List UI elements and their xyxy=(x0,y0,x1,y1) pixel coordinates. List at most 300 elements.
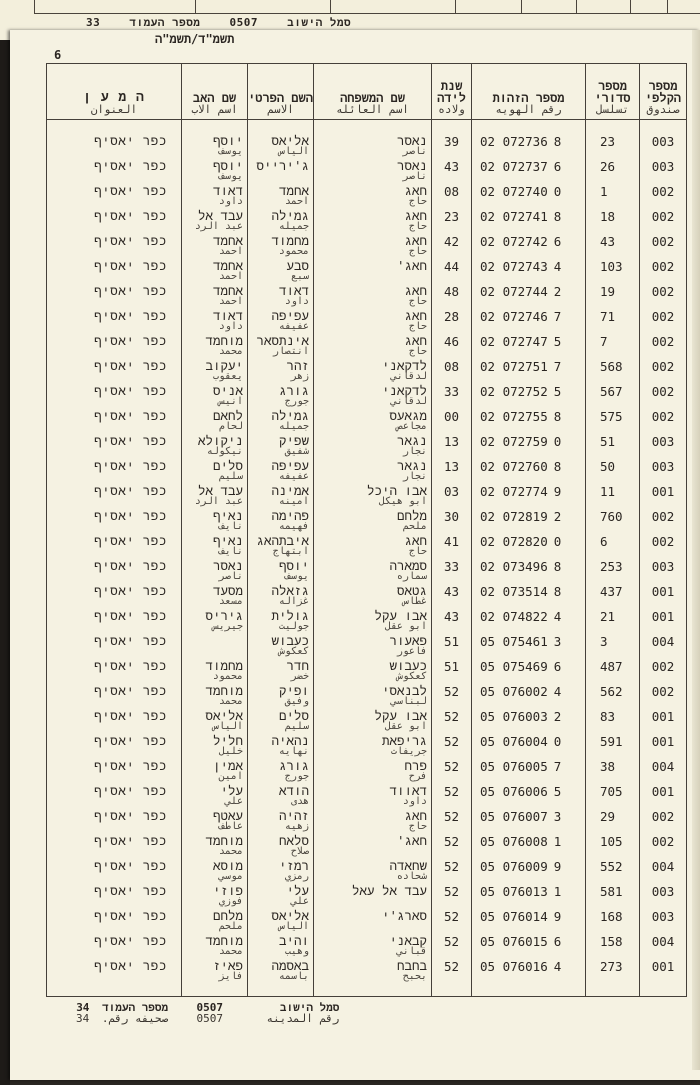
table-row-cell xyxy=(47,359,181,384)
table-row-cell xyxy=(586,259,639,284)
table-row-cell xyxy=(640,334,686,359)
table-row-cell xyxy=(432,834,471,859)
table-row-cell xyxy=(472,509,585,534)
table-row-cell xyxy=(182,734,247,759)
table-row-cell xyxy=(248,534,313,559)
address: כפר יאסיף xyxy=(94,358,167,373)
birth-year: 42 xyxy=(443,234,460,249)
address: כפר יאסיף xyxy=(94,883,167,898)
table-row-cell xyxy=(47,659,181,684)
table-row-cell xyxy=(314,409,431,434)
first-name-hebrew: עלי xyxy=(286,883,309,898)
father-name-arabic: لحام xyxy=(218,421,243,432)
serial-number: 19 xyxy=(600,284,616,299)
voter-register-table xyxy=(46,63,687,997)
table-row-cell xyxy=(314,209,431,234)
table-row-cell xyxy=(586,284,639,309)
id-number: 05 076016 xyxy=(480,959,548,974)
birth-year: 52 xyxy=(443,734,460,749)
father-name-hebrew: מוחמד xyxy=(205,683,243,698)
box-number: 002 xyxy=(651,259,675,274)
father-name-hebrew: אמין xyxy=(212,758,243,773)
table-row-cell xyxy=(47,609,181,634)
first-name-hebrew: גולית xyxy=(271,608,309,623)
id-check-digit: 9 xyxy=(553,909,562,924)
table-row-cell xyxy=(314,159,431,184)
table-row-cell xyxy=(182,284,247,309)
father-name-arabic: الياس xyxy=(212,721,243,732)
serial-number: 487 xyxy=(600,659,623,674)
father-name-arabic: احمد xyxy=(218,271,243,282)
table-row-cell xyxy=(248,784,313,809)
family-name-hebrew: כעבוש xyxy=(389,658,427,673)
family-name-hebrew: שחאדה xyxy=(389,858,427,873)
table-row-cell xyxy=(586,634,639,659)
serial-number: 705 xyxy=(600,784,623,799)
table-row-cell xyxy=(432,884,471,909)
id-number: 02 072760 xyxy=(480,459,548,474)
first-name-hebrew: באסמה xyxy=(271,958,309,973)
box-number: 004 xyxy=(651,859,675,874)
id-number: 02 072740 xyxy=(480,184,548,199)
first-name-arabic: جوليت xyxy=(278,621,309,632)
family-name-hebrew: חאג xyxy=(404,533,427,548)
family-name-hebrew: חאג xyxy=(404,808,427,823)
table-row-cell xyxy=(640,309,686,334)
serial-number: 552 xyxy=(600,859,623,874)
table-row-cell xyxy=(47,234,181,259)
first-name-hebrew: זהיה xyxy=(278,808,309,823)
table-row-cell xyxy=(47,584,181,609)
table-row-cell xyxy=(182,909,247,934)
birth-year: 52 xyxy=(443,809,460,824)
table-row-cell xyxy=(182,809,247,834)
table-row-cell xyxy=(586,584,639,609)
family-name-arabic: حاج xyxy=(408,546,427,557)
table-row-cell xyxy=(182,584,247,609)
table-row-cell xyxy=(472,584,585,609)
box-number: 002 xyxy=(651,509,675,524)
table-row-cell xyxy=(314,609,431,634)
table-row-cell xyxy=(314,259,431,284)
family-name-hebrew: חאג xyxy=(404,333,427,348)
box-number: 001 xyxy=(651,584,675,599)
family-name-arabic: ناصر xyxy=(402,171,427,182)
header-id-number: מספר הזהות رقم الهويه xyxy=(472,64,586,120)
family-name-arabic: ابو عقل xyxy=(384,721,427,732)
table-row-cell xyxy=(314,759,431,784)
table-row-cell xyxy=(586,609,639,634)
first-name-arabic: خضر xyxy=(290,671,309,682)
table-row-cell xyxy=(472,859,585,884)
table-row-cell xyxy=(432,359,471,384)
table-row-cell xyxy=(586,959,639,984)
box-number: 002 xyxy=(651,184,675,199)
column-address xyxy=(47,120,182,997)
box-number: 001 xyxy=(651,734,675,749)
first-name-arabic: كعكوش xyxy=(278,646,309,657)
first-name-hebrew: מחמוד xyxy=(271,233,309,248)
table-row-cell xyxy=(432,809,471,834)
id-check-digit: 4 xyxy=(553,959,562,974)
table-row-cell xyxy=(47,259,181,284)
first-name-hebrew: סבע xyxy=(286,258,309,273)
table-row-cell xyxy=(314,359,431,384)
table-row-cell xyxy=(314,934,431,959)
family-name-hebrew: חאג xyxy=(404,233,427,248)
id-check-digit: 2 xyxy=(553,709,562,724)
serial-number: 50 xyxy=(600,459,616,474)
table-row-cell xyxy=(432,934,471,959)
address: כפר יאסיף xyxy=(94,333,167,348)
table-row-cell xyxy=(432,759,471,784)
table-row-cell xyxy=(640,559,686,584)
address: כפר יאסיף xyxy=(94,258,167,273)
table-row-cell xyxy=(586,209,639,234)
id-check-digit: 7 xyxy=(553,359,562,374)
family-name-arabic: نجار xyxy=(402,446,427,457)
table-row-cell xyxy=(472,634,585,659)
table-row-cell xyxy=(182,234,247,259)
father-name-hebrew: נאסר xyxy=(212,558,243,573)
first-name-hebrew: כעבוש xyxy=(271,633,309,648)
family-name-hebrew: נאסר xyxy=(396,158,427,173)
id-check-digit: 1 xyxy=(553,834,562,849)
table-row-cell xyxy=(314,684,431,709)
first-name-hebrew: דאוד xyxy=(278,283,309,298)
id-number: 02 072752 xyxy=(480,384,548,399)
first-name-hebrew: סלאח xyxy=(278,833,309,848)
table-row-cell xyxy=(314,534,431,559)
family-name-arabic: ابو هيكل xyxy=(378,496,427,507)
table-row-cell xyxy=(47,459,181,484)
table-row-cell xyxy=(472,234,585,259)
address: כפר יאסיף xyxy=(94,133,167,148)
table-row-cell xyxy=(640,584,686,609)
father-name-arabic: محمد xyxy=(218,696,243,707)
family-name-arabic: فرح xyxy=(408,771,427,782)
serial-number: 3 xyxy=(600,634,608,649)
father-name-hebrew: מוחמד xyxy=(205,333,243,348)
table-row-cell xyxy=(586,459,639,484)
id-number: 02 072736 xyxy=(480,134,548,149)
table-row-cell xyxy=(47,709,181,734)
id-number: 02 072746 xyxy=(480,309,548,324)
box-number: 003 xyxy=(651,909,675,924)
first-name-arabic: باسمه xyxy=(278,971,309,982)
table-row-cell xyxy=(314,734,431,759)
table-row-cell xyxy=(472,734,585,759)
table-row-cell xyxy=(472,884,585,909)
table-row-cell xyxy=(248,359,313,384)
box-number: 002 xyxy=(651,284,675,299)
column-birth-year xyxy=(432,120,472,997)
table-row-cell xyxy=(640,909,686,934)
table-row-cell xyxy=(640,734,686,759)
id-check-digit: 9 xyxy=(553,859,562,874)
father-name-hebrew: מוסא xyxy=(212,858,243,873)
serial-number: 103 xyxy=(600,259,623,274)
first-name-arabic: هدى xyxy=(290,796,309,807)
box-number: 002 xyxy=(651,809,675,824)
father-name-hebrew: מלחם xyxy=(212,908,243,923)
table-row-cell xyxy=(432,434,471,459)
table-row-cell xyxy=(472,159,585,184)
table-row-cell xyxy=(314,384,431,409)
box-number: 004 xyxy=(651,634,675,649)
family-name-hebrew: גריפאת xyxy=(381,733,427,748)
birth-year: 52 xyxy=(443,884,460,899)
table-row-cell xyxy=(248,584,313,609)
first-name-arabic: جميله xyxy=(278,221,309,232)
box-number: 002 xyxy=(651,234,675,249)
table-row-cell xyxy=(640,884,686,909)
table-row-cell xyxy=(472,384,585,409)
table-row-cell xyxy=(586,434,639,459)
address: כפר יאסיף xyxy=(94,608,167,623)
table-row-cell xyxy=(47,734,181,759)
id-check-digit: 8 xyxy=(553,409,562,424)
first-name-hebrew: ג'ירייס xyxy=(256,158,309,173)
footer-column-number: 34 xyxy=(76,1001,90,1014)
father-name-arabic: محمد xyxy=(218,346,243,357)
table-row-cell xyxy=(47,159,181,184)
father-name-hebrew: מסעד xyxy=(212,583,243,598)
serial-number: 568 xyxy=(600,359,623,374)
id-number: 05 076014 xyxy=(480,909,548,924)
table-row-cell xyxy=(182,659,247,684)
first-name-hebrew: אחמד xyxy=(278,183,309,198)
first-name-arabic: عفيفه xyxy=(278,321,309,332)
id-number: 05 076013 xyxy=(480,884,548,899)
family-name-arabic: لبناسي xyxy=(390,696,427,707)
address: כפר יאסיף xyxy=(94,783,167,798)
father-name-arabic: يوسف xyxy=(218,171,243,182)
table-row-cell xyxy=(640,234,686,259)
father-name-hebrew: יוסף xyxy=(212,133,243,148)
family-name-arabic: ملحم xyxy=(402,521,427,532)
id-number: 02 072742 xyxy=(480,234,548,249)
birth-year: 46 xyxy=(443,334,460,349)
father-name-arabic: ناصر xyxy=(218,571,243,582)
table-row-cell xyxy=(314,959,431,984)
table-row-cell xyxy=(432,134,471,159)
serial-number: 11 xyxy=(600,484,616,499)
footer-locality-code-ar: 0507 xyxy=(196,1012,223,1025)
footer-column-label: מספר העמוד xyxy=(102,1001,169,1014)
column-serial xyxy=(586,120,640,997)
father-name-hebrew: חליל xyxy=(212,733,243,748)
id-number: 05 076005 xyxy=(480,759,548,774)
id-check-digit: 6 xyxy=(553,159,562,174)
first-name-arabic: وهيب xyxy=(284,946,309,957)
table-row-cell xyxy=(314,784,431,809)
father-name-arabic: نايف xyxy=(218,546,243,557)
family-name-hebrew: גטאס xyxy=(396,583,427,598)
family-name-arabic: نجار xyxy=(402,471,427,482)
father-name-hebrew: מוחמד xyxy=(205,833,243,848)
table-row-cell xyxy=(248,509,313,534)
table-row-cell xyxy=(472,909,585,934)
table-row-cell xyxy=(586,909,639,934)
birth-year: 51 xyxy=(443,659,460,674)
id-number: 02 072744 xyxy=(480,284,548,299)
table-row-cell xyxy=(47,909,181,934)
table-row-cell xyxy=(586,509,639,534)
family-name-arabic: غطاس xyxy=(402,596,427,607)
table-row-cell xyxy=(47,784,181,809)
address: כפר יאסיף xyxy=(94,433,167,448)
table-row-cell xyxy=(586,659,639,684)
box-number: 002 xyxy=(651,209,675,224)
serial-number: 71 xyxy=(600,309,616,324)
table-row-cell xyxy=(47,534,181,559)
father-name-hebrew: עאטף xyxy=(212,808,243,823)
birth-year: 41 xyxy=(443,534,460,549)
table-row-cell xyxy=(248,259,313,284)
address: כפר יאסיף xyxy=(94,483,167,498)
id-number: 05 076006 xyxy=(480,784,548,799)
box-number: 002 xyxy=(651,534,675,549)
first-name-hebrew: איבתהאג xyxy=(256,533,309,548)
address: כפר יאסיף xyxy=(94,933,167,948)
first-name-hebrew: גורג xyxy=(278,758,309,773)
box-number: 003 xyxy=(651,559,675,574)
table-row-cell xyxy=(248,434,313,459)
address: כפר יאסיף xyxy=(94,658,167,673)
table-row-cell xyxy=(586,834,639,859)
table-row-cell xyxy=(586,859,639,884)
table-row-cell xyxy=(182,759,247,784)
first-name-hebrew: עפיפה xyxy=(271,308,309,323)
id-number: 05 075469 xyxy=(480,659,548,674)
family-name-hebrew: סמארה xyxy=(389,558,427,573)
first-name-arabic: غزاله xyxy=(278,596,309,607)
first-name-arabic: وفيق xyxy=(284,696,309,707)
table-row-cell xyxy=(432,184,471,209)
family-name-hebrew: נאסר xyxy=(396,133,427,148)
years-heading: תשמ"ד/תשמ"ה xyxy=(155,32,235,46)
father-name-hebrew: לחאם xyxy=(212,408,243,423)
family-name-arabic: حاج xyxy=(408,296,427,307)
binding-shadow xyxy=(0,40,10,1085)
family-name-arabic: ابو عقل xyxy=(384,621,427,632)
first-name-hebrew: סלים xyxy=(278,708,309,723)
table-row-cell xyxy=(314,434,431,459)
father-name-hebrew: מוחמד xyxy=(205,933,243,948)
id-number: 02 072751 xyxy=(480,359,548,374)
family-name-arabic: ناصر xyxy=(402,146,427,157)
table-row-cell xyxy=(314,909,431,934)
father-name-arabic: محمود xyxy=(212,671,243,682)
table-row-cell xyxy=(432,909,471,934)
table-row-cell xyxy=(47,834,181,859)
prev-column-number: 33 xyxy=(86,16,101,29)
table-row-cell xyxy=(640,684,686,709)
id-number: 02 072743 xyxy=(480,259,548,274)
table-row-cell xyxy=(248,284,313,309)
box-number: 004 xyxy=(651,934,675,949)
first-name-arabic: امينه xyxy=(278,496,309,507)
father-name-arabic: محمد xyxy=(218,846,243,857)
birth-year: 51 xyxy=(443,634,460,649)
table-row-cell xyxy=(586,559,639,584)
table-row-cell xyxy=(47,134,181,159)
footer-column-label-ar: صحيفه رقم. xyxy=(101,1012,169,1025)
birth-year: 08 xyxy=(443,359,460,374)
address: כפר יאסיף xyxy=(94,533,167,548)
birth-year: 44 xyxy=(443,259,460,274)
family-name-hebrew: לבנאסי xyxy=(381,683,427,698)
table-row-cell xyxy=(472,434,585,459)
birth-year: 52 xyxy=(443,909,460,924)
serial-number: 29 xyxy=(600,809,616,824)
address: כפר יאסיף xyxy=(94,183,167,198)
prev-column-label: מספר העמוד xyxy=(129,16,201,29)
box-number: 003 xyxy=(651,159,675,174)
table-row-cell xyxy=(432,509,471,534)
first-name-arabic: زهيه xyxy=(284,821,309,832)
address: כפר יאסיף xyxy=(94,508,167,523)
serial-number: 7 xyxy=(600,334,608,349)
table-row-cell xyxy=(432,484,471,509)
table-row-cell xyxy=(248,309,313,334)
table-row-cell xyxy=(640,959,686,984)
first-name-arabic: الياس xyxy=(278,921,309,932)
id-check-digit: 3 xyxy=(553,809,562,824)
prev-locality-label: סמל הישוב xyxy=(287,16,352,29)
table-row-cell xyxy=(248,859,313,884)
birth-year: 43 xyxy=(443,584,460,599)
id-check-digit: 8 xyxy=(553,459,562,474)
column-box xyxy=(640,120,687,997)
table-row-cell xyxy=(640,634,686,659)
table-row-cell xyxy=(182,184,247,209)
header-box: מספר הקלפי صندوق xyxy=(640,64,687,120)
first-name-hebrew: שפיק xyxy=(278,433,309,448)
table-row-cell xyxy=(586,309,639,334)
family-name-arabic: جريفات xyxy=(390,746,427,757)
table-row-cell xyxy=(314,659,431,684)
table-row-cell xyxy=(432,959,471,984)
birth-year: 23 xyxy=(443,209,460,224)
table-row-cell xyxy=(640,759,686,784)
father-name-hebrew: דאוד xyxy=(212,308,243,323)
column-father-name xyxy=(182,120,248,997)
table-row-cell xyxy=(182,509,247,534)
father-name-arabic: انيس xyxy=(218,396,243,407)
family-name-hebrew: אבו עקל xyxy=(374,608,427,623)
family-name-hebrew: נגאר xyxy=(396,433,427,448)
family-name-hebrew: עבד אל עאל xyxy=(351,883,427,898)
table-row-cell xyxy=(472,709,585,734)
table-row-cell xyxy=(248,834,313,859)
birth-year: 52 xyxy=(443,684,460,699)
address: כפר יאסיף xyxy=(94,733,167,748)
birth-year: 48 xyxy=(443,284,460,299)
birth-year: 52 xyxy=(443,759,460,774)
family-name-arabic: حاج xyxy=(408,221,427,232)
table-row-cell xyxy=(432,859,471,884)
first-name-hebrew: גמילה xyxy=(271,208,309,223)
serial-number: 575 xyxy=(600,409,623,424)
family-name-arabic: حاج xyxy=(408,821,427,832)
father-name-hebrew: גיריס xyxy=(205,608,243,623)
address: כפר יאסיף xyxy=(94,758,167,773)
serial-number: 1 xyxy=(600,184,608,199)
table-row-cell xyxy=(472,659,585,684)
header-address: ה מ ע ן العنوان xyxy=(47,64,182,120)
